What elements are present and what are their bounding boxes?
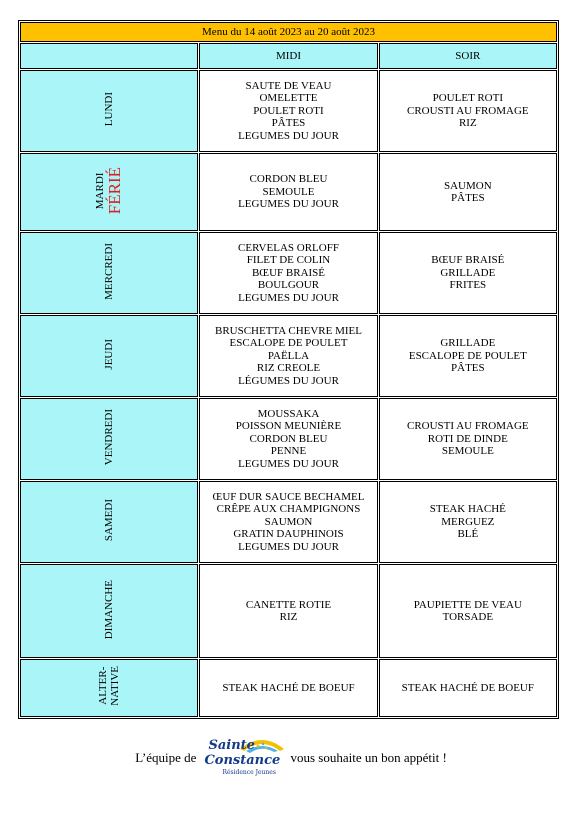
day-label bbox=[94, 167, 124, 214]
menu-item: PAËLLA bbox=[267, 349, 310, 362]
sainte-constance-logo bbox=[200, 735, 286, 781]
menu-item: LEGUMES DU JOUR bbox=[238, 129, 339, 142]
menu-item: CROUSTI AU FROMAGE bbox=[407, 104, 529, 117]
menu-item: TORSADE bbox=[442, 611, 494, 623]
menu-item: CANETTE ROTIE bbox=[245, 598, 332, 611]
menu-item: STEAK HACHÉ DE BOEUF bbox=[401, 681, 534, 694]
day-name: ALTER- bbox=[97, 667, 110, 706]
logo-line2: Constance bbox=[204, 753, 281, 768]
day-label-cell bbox=[20, 153, 198, 231]
menu-table bbox=[18, 20, 559, 719]
menu-item: ESCALOPE DE POULET bbox=[229, 337, 348, 350]
midi-cell bbox=[199, 398, 377, 480]
menu-item: PAUPIETTE DE VEAU bbox=[413, 598, 522, 611]
menu-item: ROTI DE DINDE bbox=[427, 432, 508, 445]
day-label bbox=[97, 666, 121, 706]
menu-item: LEGUMES DU JOUR bbox=[238, 198, 339, 211]
day-name: DIMANCHE bbox=[103, 579, 116, 639]
menu-item: FILET DE COLIN bbox=[246, 254, 331, 267]
menu-item: GRILLADE bbox=[440, 337, 496, 350]
menu-item: LÉGUMES DU JOUR bbox=[238, 374, 339, 387]
midi-cell bbox=[199, 70, 377, 152]
midi-cell bbox=[199, 153, 377, 231]
menu-item: SAUTE DE VEAU bbox=[245, 79, 332, 92]
menu-title: Menu du 14 août 2023 au 20 août 2023 bbox=[20, 22, 557, 42]
day-label-cell bbox=[20, 315, 198, 397]
footer-text-after: vous souhaite un bon appétit ! bbox=[290, 750, 447, 765]
menu-item: POULET ROTI bbox=[432, 92, 504, 105]
menu-item: PÂTES bbox=[271, 117, 306, 130]
day-label bbox=[103, 499, 115, 541]
menu-item: RIZ bbox=[279, 611, 298, 623]
midi-cell bbox=[199, 564, 377, 658]
menu-item: PÂTES bbox=[451, 192, 485, 204]
soir-cell bbox=[379, 398, 557, 480]
midi-cell bbox=[199, 481, 377, 563]
midi-cell bbox=[199, 659, 377, 717]
day-label-cell bbox=[20, 481, 198, 563]
menu-item: BLÉ bbox=[457, 528, 479, 541]
menu-item: RIZ bbox=[458, 117, 477, 130]
menu-item: RIZ CREOLE bbox=[256, 362, 321, 375]
day-label bbox=[103, 243, 115, 300]
midi-cell bbox=[199, 232, 377, 314]
day-row bbox=[20, 659, 557, 717]
day-label-cell bbox=[20, 564, 198, 658]
menu-item: BRUSCHETTA CHEVRE MIEL bbox=[214, 324, 362, 337]
menu-item: PENNE bbox=[270, 445, 307, 458]
soir-cell bbox=[379, 481, 557, 563]
day-row bbox=[20, 564, 557, 658]
day-row bbox=[20, 70, 557, 152]
logo-line1: Sainte bbox=[208, 738, 255, 753]
day-row bbox=[20, 315, 557, 397]
menu-item: LEGUMES DU JOUR bbox=[238, 540, 339, 553]
menu-item: SAUMON bbox=[443, 179, 492, 192]
menu-item: CRÊPE AUX CHAMPIGNONS bbox=[216, 503, 361, 516]
day-row bbox=[20, 232, 557, 314]
soir-cell bbox=[379, 564, 557, 658]
day-name: VENDREDI bbox=[103, 409, 116, 466]
soir-cell bbox=[379, 70, 557, 152]
menu-item: MOUSSAKA bbox=[257, 407, 320, 420]
day-label bbox=[103, 409, 115, 465]
day-name: MARDI bbox=[94, 171, 107, 209]
menu-item: SEMOULE bbox=[262, 185, 315, 198]
day-label-cell bbox=[20, 659, 198, 717]
day-name: NATIVE bbox=[109, 666, 122, 707]
day-name: SAMEDI bbox=[103, 499, 116, 542]
footer-text-before: L’équipe de bbox=[135, 750, 197, 765]
menu-item: OMELETTE bbox=[259, 92, 318, 105]
header-corner bbox=[20, 43, 198, 69]
day-label bbox=[103, 92, 115, 126]
menu-item: BŒUF BRAISÉ bbox=[431, 254, 505, 267]
day-row bbox=[20, 481, 557, 563]
menu-item: FRITES bbox=[449, 279, 487, 292]
day-label-cell bbox=[20, 398, 198, 480]
menu-item: SAUMON bbox=[264, 515, 313, 528]
menu-item: BOULGOUR bbox=[257, 279, 320, 292]
day-label-cell bbox=[20, 70, 198, 152]
menu-item: STEAK HACHÉ bbox=[429, 503, 506, 516]
day-name: LUNDI bbox=[103, 92, 116, 127]
menu-item: POULET ROTI bbox=[253, 104, 324, 117]
footer bbox=[0, 733, 582, 783]
header-soir: SOIR bbox=[379, 43, 557, 69]
soir-cell bbox=[379, 153, 557, 231]
menu-item: CERVELAS ORLOFF bbox=[238, 241, 339, 254]
soir-cell bbox=[379, 659, 557, 717]
menu-item: LEGUMES DU JOUR bbox=[238, 291, 339, 304]
menu-item: ŒUF DUR SAUCE BECHAMEL bbox=[212, 490, 365, 503]
soir-cell bbox=[379, 232, 557, 314]
day-row bbox=[20, 398, 557, 480]
menu-item: GRATIN DAUPHINOIS bbox=[233, 528, 344, 541]
menu-item: LEGUMES DU JOUR bbox=[238, 457, 339, 470]
menu-item: CORDON BLEU bbox=[249, 173, 328, 186]
day-label-cell bbox=[20, 232, 198, 314]
menu-item: STEAK HACHÉ DE BOEUF bbox=[222, 681, 355, 694]
day-label bbox=[103, 339, 115, 370]
logo-line3: Résidence Jeunes bbox=[222, 769, 276, 776]
menu-item: ESCALOPE DE POULET bbox=[408, 349, 527, 362]
day-row bbox=[20, 153, 557, 231]
menu-item: PÂTES bbox=[451, 362, 485, 375]
menu-item: BŒUF BRAISÉ bbox=[251, 266, 326, 279]
day-label bbox=[103, 580, 115, 639]
day-name: JEUDI bbox=[103, 338, 116, 370]
menu-item: SEMOULE bbox=[441, 445, 494, 458]
midi-cell bbox=[199, 315, 377, 397]
menu-item: POISSON MEUNIÈRE bbox=[235, 420, 342, 433]
header-midi: MIDI bbox=[199, 43, 377, 69]
soir-cell bbox=[379, 315, 557, 397]
header-row bbox=[20, 43, 557, 69]
menu-item: CROUSTI AU FROMAGE bbox=[407, 420, 529, 433]
menu-item: CORDON BLEU bbox=[249, 432, 328, 445]
title-row bbox=[20, 22, 557, 42]
day-name: MERCREDI bbox=[103, 242, 116, 300]
menu-item: GRILLADE bbox=[440, 266, 496, 279]
menu-item: MERGUEZ bbox=[441, 515, 495, 528]
holiday-note: FÉRIÉ bbox=[105, 166, 125, 214]
